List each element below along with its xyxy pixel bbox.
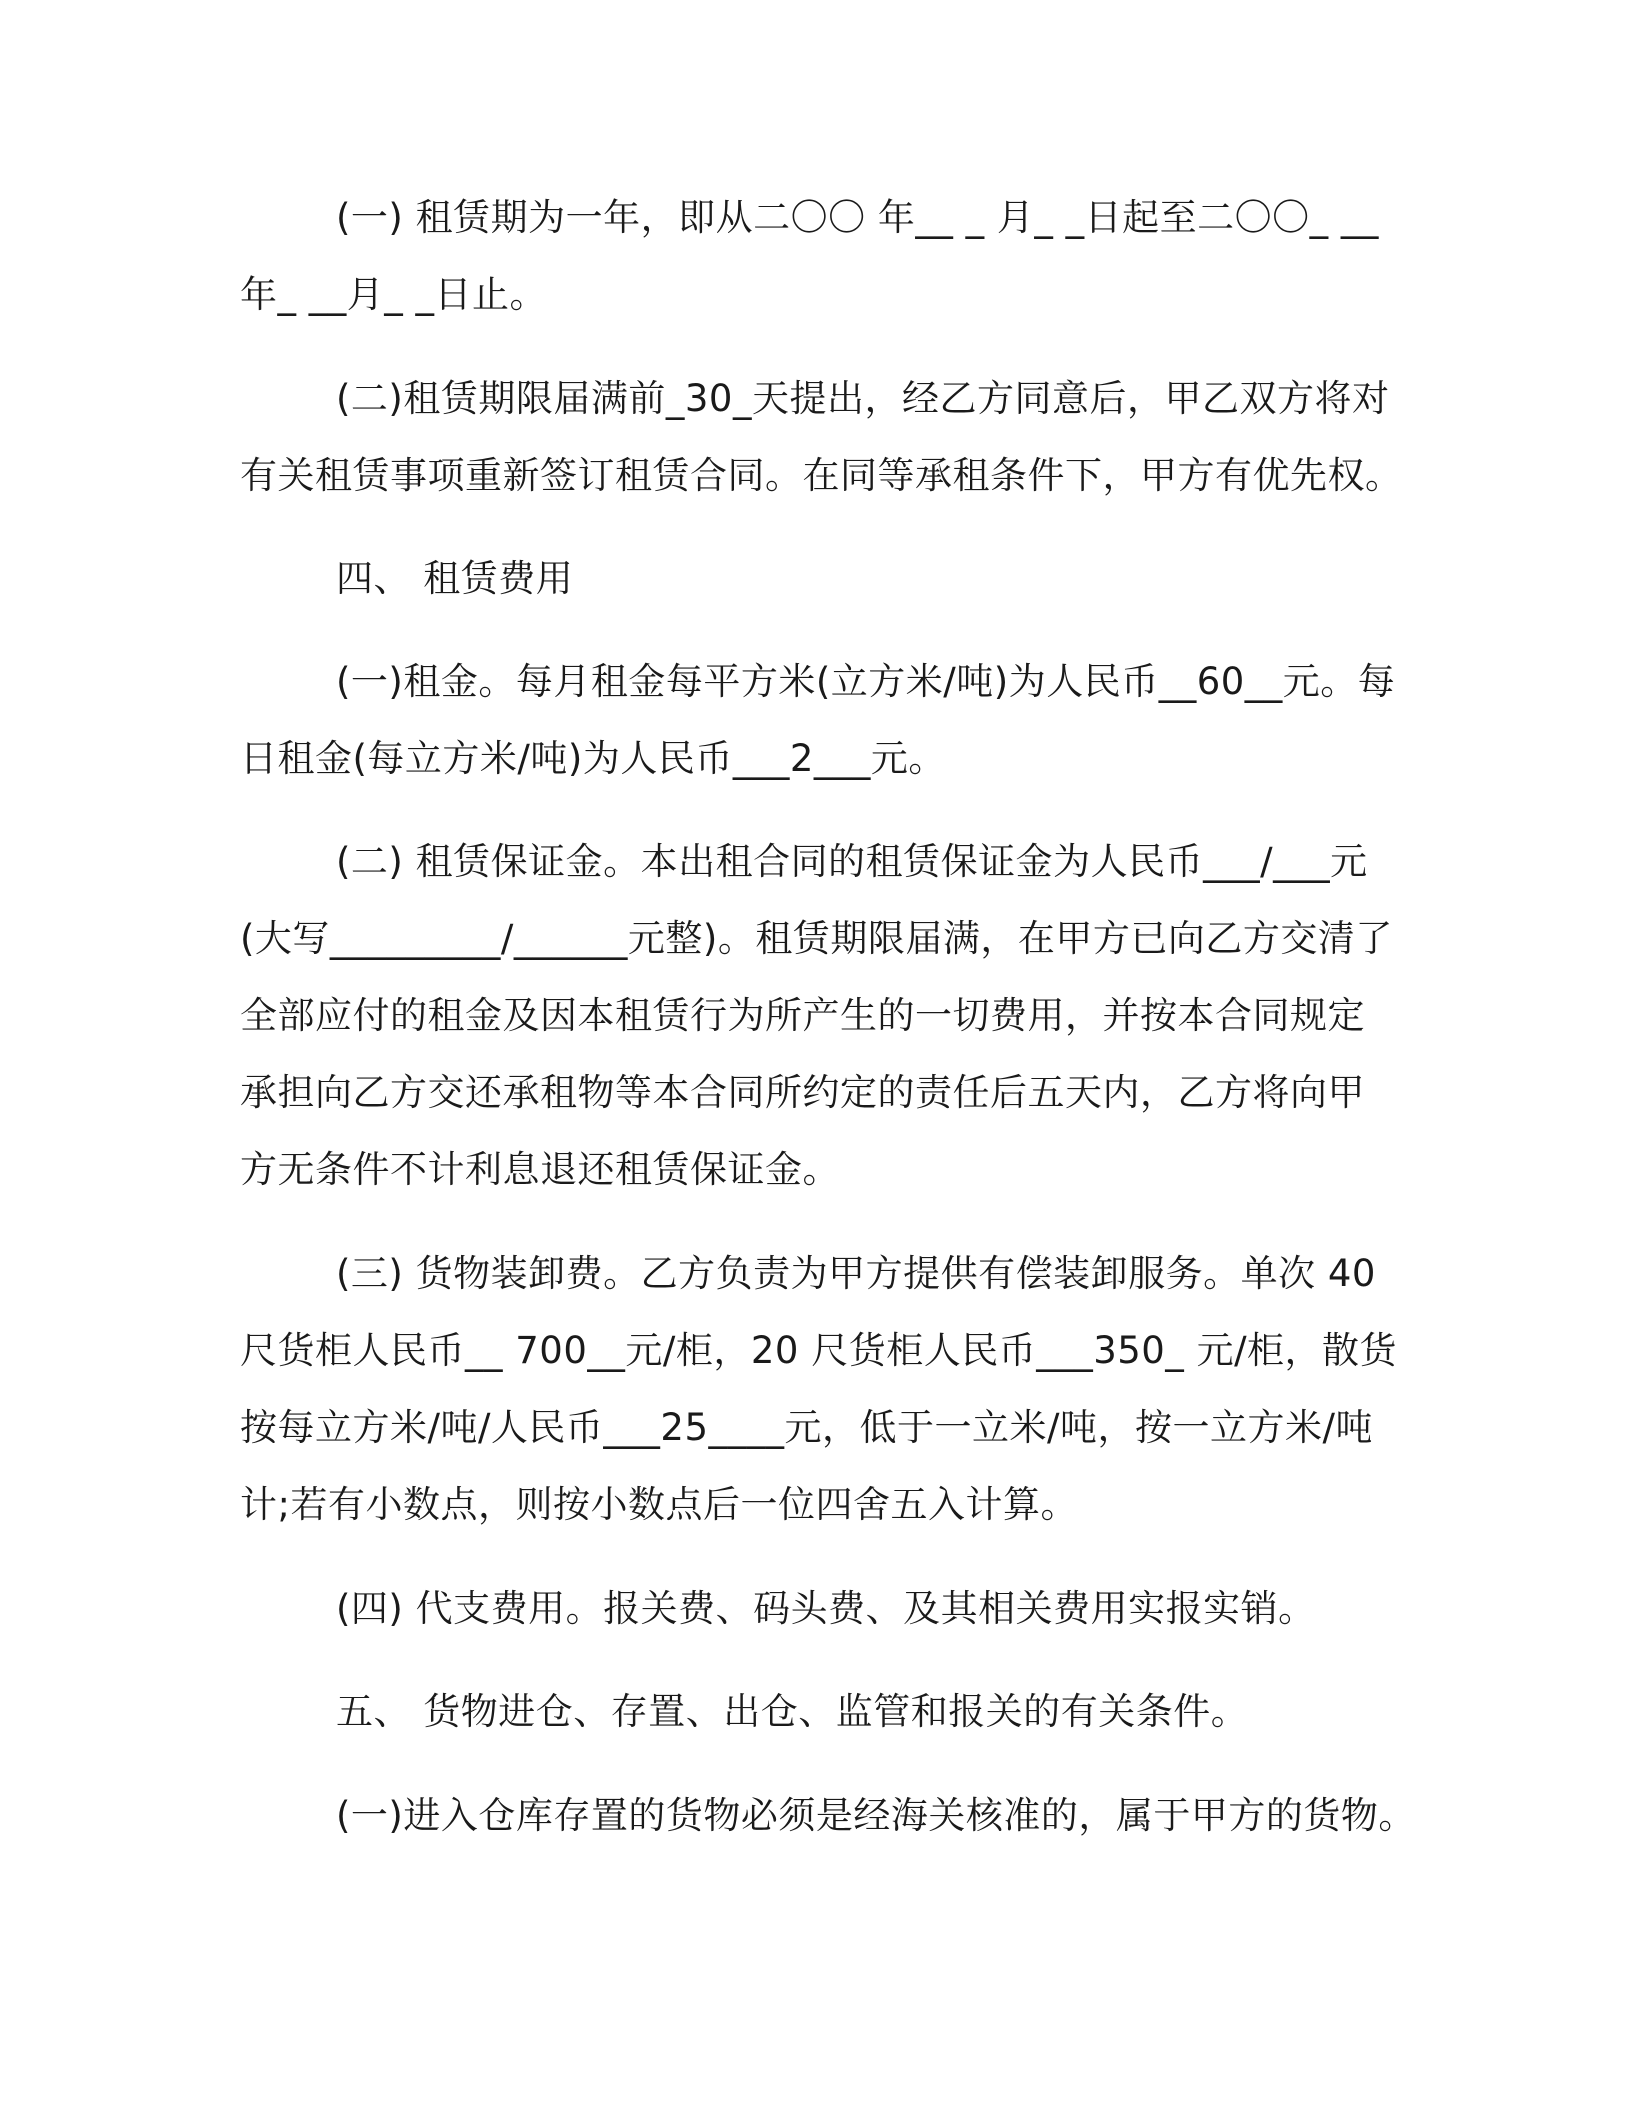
text-line: 全部应付的租金及因本租赁行为所产生的一切费用，并按本合同规定 xyxy=(240,994,1365,1037)
text-line: (一)租金。每月租金每平方米(立方米/吨)为人民币__60__元。每 xyxy=(336,660,1396,703)
text-line: 方无条件不计利息退还租赁保证金。 xyxy=(240,1148,840,1191)
paragraph-advance-fees xyxy=(240,1570,1380,1647)
text-line: (三) 货物装卸费。乙方负责为甲方提供有偿装卸服务。单次 40 xyxy=(336,1252,1376,1295)
section-heading-warehousing xyxy=(240,1673,1380,1750)
text-line: (大写_________/______元整)。租赁期限届满，在甲方已向乙方交清了 xyxy=(240,917,1393,960)
paragraph-lease-term xyxy=(240,179,1380,333)
text-line: (一) 租赁期为一年，即从二〇〇 年__ _ 月_ _日起至二〇〇_ __ xyxy=(336,196,1379,239)
paragraph-handling-fee xyxy=(240,1235,1398,1543)
text-line: 年_ __月_ _日止。 xyxy=(240,273,548,316)
paragraph-rent xyxy=(240,643,1396,797)
text-line: 计;若有小数点，则按小数点后一位四舍五入计算。 xyxy=(240,1483,1078,1526)
text-line: (二)租赁期限届满前_30_天提出，经乙方同意后，甲乙双方将对 xyxy=(336,377,1390,420)
section-heading: 四、 租赁费用 xyxy=(336,557,574,600)
paragraph-deposit xyxy=(240,823,1393,1208)
paragraph-goods-entry xyxy=(240,1777,1416,1854)
text-line: 尺货柜人民币__ 700__元/柜，20 尺货柜人民币___350_ 元/柜，散货 xyxy=(240,1329,1398,1372)
text-line: (二) 租赁保证金。本出租合同的租赁保证金为人民币___/___元 xyxy=(336,840,1368,883)
text-line: 有关租赁事项重新签订租赁合同。在同等承租条件下，甲方有优先权。 xyxy=(240,454,1403,497)
text-line: (四) 代支费用。报关费、码头费、及其相关费用实报实销。 xyxy=(336,1587,1316,1630)
text-line: (一)进入仓库存置的货物必须是经海关核准的，属于甲方的货物。 xyxy=(336,1794,1416,1837)
text-line: 日租金(每立方米/吨)为人民币___2___元。 xyxy=(240,737,946,780)
text-line: 承担向乙方交还承租物等本合同所约定的责任后五天内，乙方将向甲 xyxy=(240,1071,1365,1114)
text-line: 按每立方米/吨/人民币___25____元，低于一立米/吨，按一立方米/吨 xyxy=(240,1406,1373,1449)
section-heading: 五、 货物进仓、存置、出仓、监管和报关的有关条件。 xyxy=(336,1690,1249,1733)
section-heading-fees xyxy=(240,540,1380,617)
paragraph-renewal xyxy=(240,360,1403,514)
